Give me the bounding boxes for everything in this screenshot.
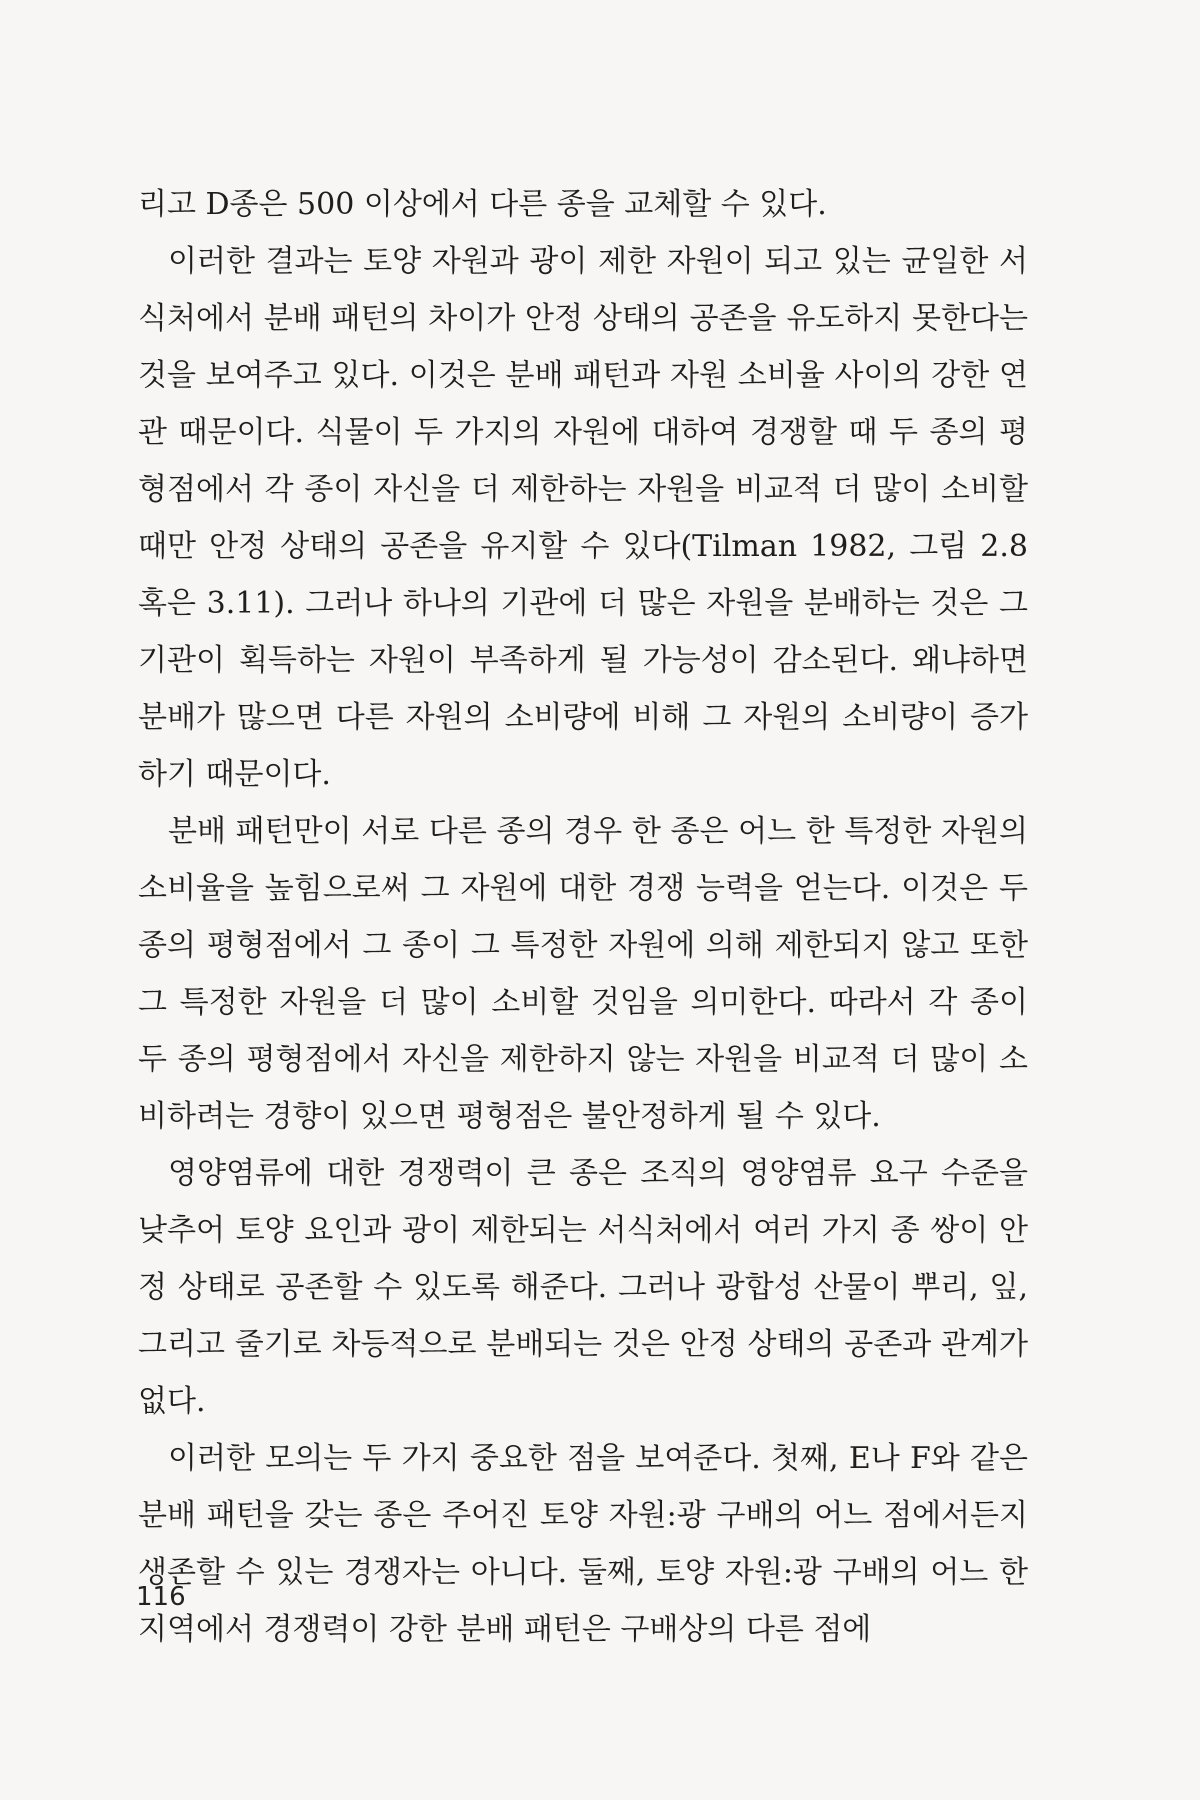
paragraph-3: 분배 패턴만이 서로 다른 종의 경우 한 종은 어느 한 특정한 자원의 소비율을 높힘으로써 그 자원에 대한 경쟁 능력을 얻는다. 이것은 두 종의 평형점에서 그 종이 그 특정한 자원에 의해 제한되지 않고 또한 그 특정한 자원을 더 많이 소비할 것임을 의미한다. 따라서 각 종이 두 종의 평형점에서 자신을 제한하지 않는 자원을 비교적 더 많이 소비하려는 경향이 있으면 평형점은 불안정하게 될 수 있다. bbox=[138, 814, 1028, 1134]
paragraph-5: 이러한 모의는 두 가지 중요한 점을 보여준다. 첫째, E나 F와 같은 분배 패턴을 갖는 종은 주어진 토양 자원:광 구배의 어느 점에서든지 생존할 수 있는 경쟁자는 아니다. 둘째, 토양 자원:광 구배의 어느 한 지역에서 경쟁력이 강한 분배 패턴은 구배상의 다른 점에 bbox=[138, 1441, 1028, 1647]
paragraph-4: 영양염류에 대한 경쟁력이 큰 종은 조직의 영양염류 요구 수준을 낮추어 토양 요인과 광이 제한되는 서식처에서 여러 가지 종 쌍이 안정 상태로 공존할 수 있도록 해준다. 그러나 광합성 산물이 뿌리, 잎, 그리고 줄기로 차등적으로 분배되는 것은 안정 상태의 공존과 관계가 없다. bbox=[138, 1156, 1028, 1419]
page-number: 116 bbox=[136, 1582, 186, 1612]
body-text bbox=[138, 176, 1028, 1658]
paragraph-1: 리고 D종은 500 이상에서 다른 종을 교체할 수 있다. bbox=[138, 187, 827, 222]
paragraph-2: 이러한 결과는 토양 자원과 광이 제한 자원이 되고 있는 균일한 서식처에서 분배 패턴의 차이가 안정 상태의 공존을 유도하지 못한다는 것을 보여주고 있다. 이것은 분배 패턴과 자원 소비율 사이의 강한 연관 때문이다. 식물이 두 가지의 자원에 대하여 경쟁할 때 두 종의 평형점에서 각 종이 자신을 더 제한하는 자원을 비교적 더 많이 소비할 때만 안정 상태의 공존을 유지할 수 있다(Tilman 1982, 그림 2.8 혹은 3.11). 그러나 하나의 기관에 더 많은 자원을 분배하는 것은 그 기관이 획득하는 자원이 부족하게 될 가능성이 감소된다. 왜냐하면 분배가 많으면 다른 자원의 소비량에 비해 그 자원의 소비량이 증가하기 때문이다. bbox=[138, 244, 1028, 792]
